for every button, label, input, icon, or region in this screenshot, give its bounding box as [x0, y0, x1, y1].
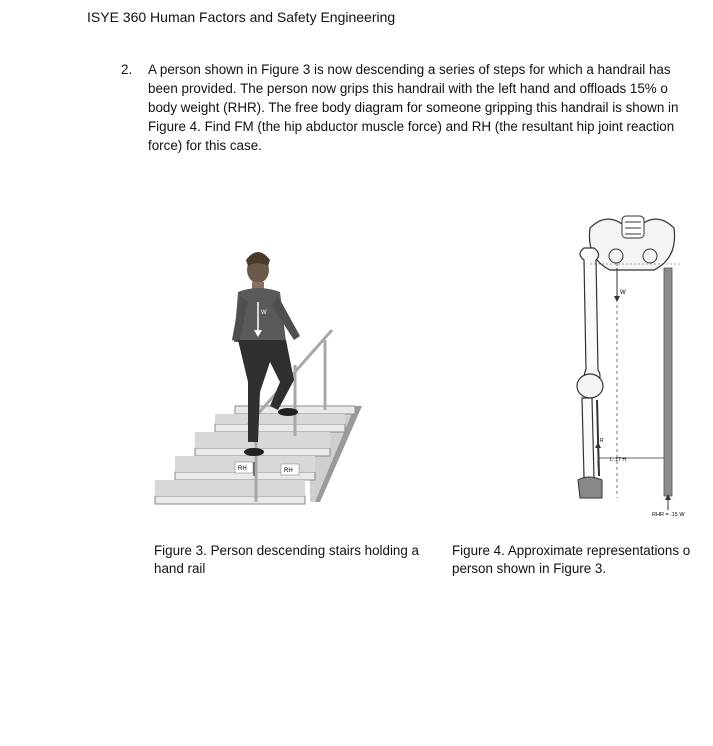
figure-3-caption-line-2: hand rail [154, 560, 206, 576]
fig4-dimension-label: L .17 H [610, 457, 626, 463]
page-header: ISYE 360 Human Factors and Safety Engineering [87, 9, 396, 25]
figure-4-caption-line-1: Figure 4. Approximate representations o [452, 543, 691, 558]
figure-4-caption-line-2: person shown in Figure 3. [452, 560, 607, 576]
fig3-rail-reaction-label: RH [284, 468, 293, 474]
fig4-reaction-label: R [600, 438, 604, 444]
fig4-weight-label: W [620, 290, 626, 296]
figure-4-illustration [570, 208, 700, 518]
figure-3-caption-line-1: Figure 3. Person descending stairs holding a [154, 543, 419, 558]
fig3-weight-label: W [261, 310, 267, 316]
problem-number: 2. [121, 62, 133, 77]
fig3-left-reaction-label: RH [238, 466, 247, 472]
figure-3-caption [154, 542, 419, 577]
problem-line-1: A person shown in Figure 3 is now descending a series of steps for which a handrail has [148, 62, 671, 77]
figure-4-caption [452, 542, 713, 577]
problem-line-4: Figure 4. Find FM (the hip abductor muscle force) and RH (the resultant hip joint reaction [148, 119, 675, 134]
problem-line-5: force) for this case. [148, 138, 262, 153]
figure-3-illustration [150, 240, 365, 515]
fig4-rail-reaction-label: RHR = .15 W [652, 512, 685, 518]
problem-line-2: been provided. The person now grips this handrail with the left hand and offloads 15% o [148, 81, 668, 96]
problem-line-3: body weight (RHR). The free body diagram for someone gripping this handrail is shown in [148, 100, 679, 115]
